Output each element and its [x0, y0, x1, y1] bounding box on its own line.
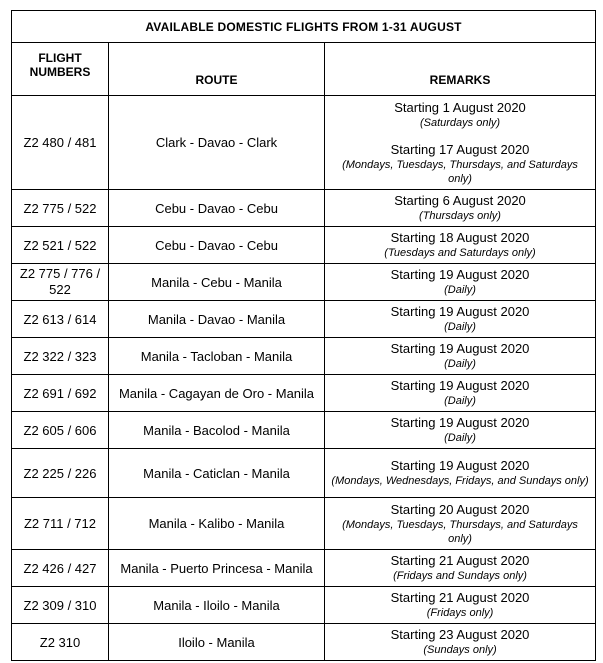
table-row — [12, 190, 596, 227]
route-cell: Manila - Iloilo - Manila — [109, 587, 325, 624]
route-cell: Manila - Puerto Princesa - Manila — [109, 550, 325, 587]
remark-schedule-note: (Daily) — [444, 432, 476, 444]
remark-start-date: Starting 19 August 2020 — [390, 458, 530, 473]
header-route: ROUTE — [109, 43, 325, 96]
flight-number-cell: Z2 711 / 712 — [12, 498, 109, 550]
flight-number-cell: Z2 322 / 323 — [12, 338, 109, 375]
table-row — [12, 301, 596, 338]
remark-schedule-note: (Fridays and Sundays only) — [393, 570, 527, 582]
remarks-cell — [325, 449, 596, 498]
table-row — [12, 375, 596, 412]
remark-start-date: Starting 19 August 2020 — [390, 304, 530, 319]
remark-start-date: Starting 19 August 2020 — [390, 378, 530, 393]
table-row — [12, 550, 596, 587]
remark-start-date: Starting 18 August 2020 — [390, 230, 530, 245]
table-row — [12, 498, 596, 550]
flight-number-cell: Z2 691 / 692 — [12, 375, 109, 412]
flight-number-cell: Z2 605 / 606 — [12, 412, 109, 449]
title-row — [12, 11, 596, 43]
remark-schedule-note: (Saturdays only) — [419, 116, 501, 129]
remark-schedule-note: (Daily) — [444, 284, 476, 296]
route-cell: Manila - Cebu - Manila — [109, 264, 325, 301]
remarks-cell — [325, 338, 596, 375]
remark-start-date: Starting 19 August 2020 — [390, 267, 530, 282]
remark-start-date: Starting 21 August 2020 — [390, 590, 530, 605]
remarks-cell — [325, 375, 596, 412]
header-row — [12, 43, 596, 96]
remark-start-date: Starting 23 August 2020 — [390, 627, 530, 642]
remarks-cell — [325, 264, 596, 301]
flight-number-cell: Z2 521 / 522 — [12, 227, 109, 264]
remark-schedule-note: (Mondays, Wednesdays, Fridays, and Sundays only) — [331, 475, 589, 487]
flight-number-cell: Z2 225 / 226 — [12, 449, 109, 498]
route-cell: Manila - Davao - Manila — [109, 301, 325, 338]
flight-number-cell: Z2 309 / 310 — [12, 587, 109, 624]
flight-number-cell: Z2 310 — [12, 624, 109, 661]
flight-number-cell: Z2 775 / 776 / 522 — [12, 264, 109, 301]
remark-schedule-note: (Daily) — [444, 321, 476, 333]
remark-schedule-note: (Sundays only) — [423, 644, 497, 656]
remark-start-date: Starting 6 August 2020 — [394, 193, 526, 208]
table-row — [12, 96, 596, 190]
route-cell: Clark - Davao - Clark — [109, 96, 325, 190]
remark-start-date: Starting 1 August 2020 — [394, 99, 526, 115]
remark-schedule-note: (Mondays, Tuesdays, Thursdays, and Saturdays only) — [342, 158, 578, 185]
table-row — [12, 449, 596, 498]
table-row — [12, 338, 596, 375]
route-cell: Cebu - Davao - Cebu — [109, 190, 325, 227]
remarks-cell — [325, 227, 596, 264]
table-row — [12, 587, 596, 624]
remarks-cell — [325, 190, 596, 227]
remark-schedule-note: (Mondays, Tuesdays, Thursdays, and Saturdays only) — [342, 518, 578, 545]
table-row — [12, 412, 596, 449]
remarks-cell — [325, 412, 596, 449]
route-cell: Manila - Caticlan - Manila — [109, 449, 325, 498]
table-row — [12, 624, 596, 661]
remark-start-date: Starting 20 August 2020 — [390, 501, 530, 517]
table-row — [12, 227, 596, 264]
remark-start-date: Starting 19 August 2020 — [390, 341, 530, 356]
remark-start-date: Starting 21 August 2020 — [390, 553, 530, 568]
remark-schedule-note: (Daily) — [444, 395, 476, 407]
flight-number-cell: Z2 613 / 614 — [12, 301, 109, 338]
table-body — [12, 96, 596, 661]
header-flight-numbers: FLIGHT NUMBERS — [12, 43, 109, 96]
route-cell: Manila - Cagayan de Oro - Manila — [109, 375, 325, 412]
remarks-cell — [325, 624, 596, 661]
remark-start-date: Starting 19 August 2020 — [390, 415, 530, 430]
remarks-cell — [325, 96, 596, 190]
remarks-spacer — [329, 130, 591, 142]
table-row — [12, 264, 596, 301]
header-remarks: REMARKS — [325, 43, 596, 96]
remark-start-date: Starting 17 August 2020 — [390, 141, 530, 157]
flights-table — [11, 10, 596, 661]
remarks-cell — [325, 498, 596, 550]
table-title: AVAILABLE DOMESTIC FLIGHTS FROM 1-31 AUGUST — [12, 11, 596, 43]
flight-number-cell: Z2 480 / 481 — [12, 96, 109, 190]
remark-schedule-note: (Tuesdays and Saturdays only) — [384, 247, 536, 259]
remark-schedule-note: (Thursdays only) — [419, 210, 501, 222]
route-cell: Iloilo - Manila — [109, 624, 325, 661]
remarks-cell — [325, 550, 596, 587]
flight-number-cell: Z2 775 / 522 — [12, 190, 109, 227]
route-cell: Cebu - Davao - Cebu — [109, 227, 325, 264]
route-cell: Manila - Tacloban - Manila — [109, 338, 325, 375]
remarks-cell — [325, 587, 596, 624]
flight-number-cell: Z2 426 / 427 — [12, 550, 109, 587]
route-cell: Manila - Bacolod - Manila — [109, 412, 325, 449]
remark-schedule-note: (Fridays only) — [426, 607, 494, 619]
remark-schedule-note: (Daily) — [444, 358, 476, 370]
route-cell: Manila - Kalibo - Manila — [109, 498, 325, 550]
remarks-cell — [325, 301, 596, 338]
